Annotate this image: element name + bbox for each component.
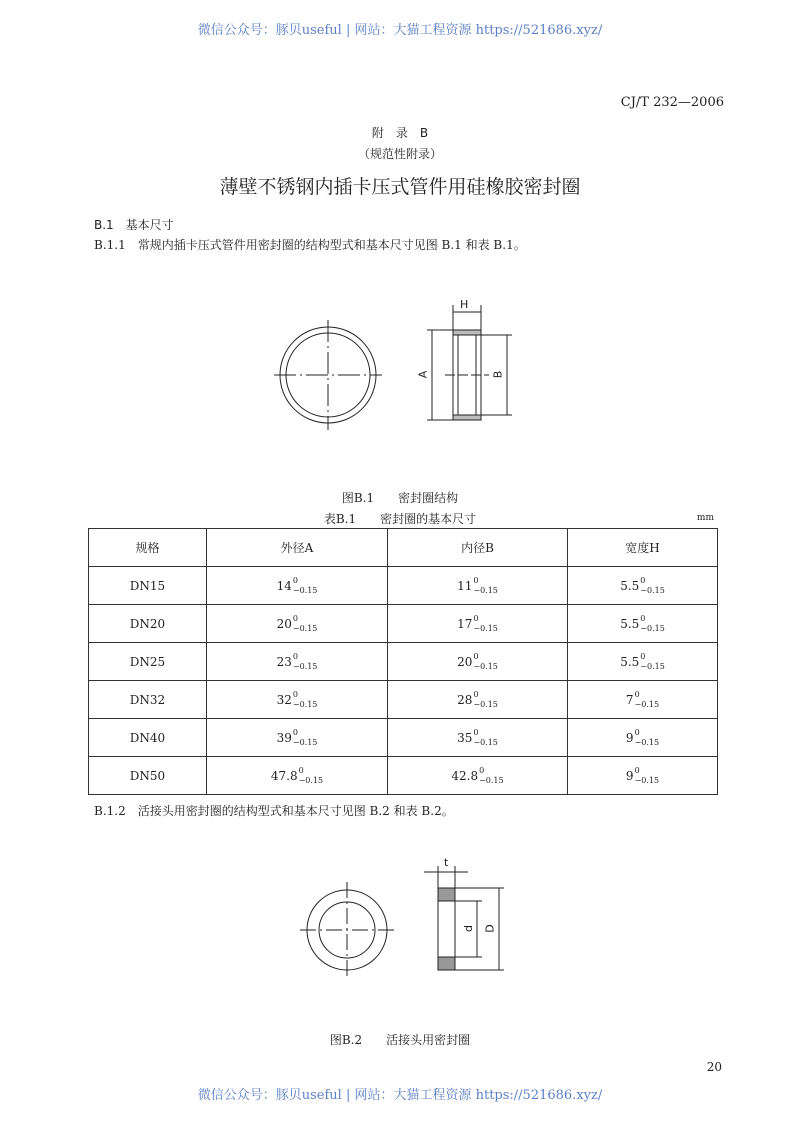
dim-cell-h bbox=[568, 681, 718, 719]
nominal-value: 7 bbox=[625, 692, 634, 707]
upper-tolerance: 0 bbox=[634, 727, 640, 737]
lower-tolerance: −0.15 bbox=[473, 585, 498, 595]
dim-cell-h bbox=[568, 719, 718, 757]
dim-label-t: t bbox=[444, 856, 449, 869]
lower-tolerance: −0.15 bbox=[634, 737, 660, 747]
table1-caption: 表B.1 密封圈的基本尺寸 bbox=[323, 512, 477, 526]
upper-tolerance: 0 bbox=[634, 689, 640, 699]
nominal-value: 42.8 bbox=[451, 768, 479, 783]
dim-cell-a bbox=[207, 719, 388, 757]
table-header-row bbox=[89, 529, 718, 567]
watermark-top: 微信公众号：豚贝useful | 网站：大猫工程资源 https://521686.xyz/ bbox=[197, 23, 603, 38]
upper-tolerance: 0 bbox=[473, 651, 479, 661]
table-row bbox=[89, 605, 718, 643]
lower-tolerance: −0.15 bbox=[292, 699, 318, 709]
upper-tolerance: 0 bbox=[640, 651, 646, 661]
spec-cell: DN15 bbox=[89, 567, 207, 605]
figure2-caption: 图B.2 活接头用密封圈 bbox=[329, 1033, 471, 1047]
nominal-value: 39 bbox=[276, 730, 292, 745]
upper-tolerance: 0 bbox=[640, 575, 646, 585]
nominal-value: 32 bbox=[276, 692, 292, 707]
lower-tolerance: −0.15 bbox=[292, 661, 318, 671]
dim-cell-b bbox=[388, 757, 568, 795]
figure2-front-view bbox=[300, 882, 394, 978]
figure1-front-view bbox=[274, 320, 382, 430]
table-row bbox=[89, 567, 718, 605]
section-b12: B.1.2 活接头用密封圈的结构型式和基本尺寸见图 B.2 和表 B.2。 bbox=[94, 804, 454, 818]
spec-cell: DN25 bbox=[89, 643, 207, 681]
upper-tolerance: 0 bbox=[473, 689, 479, 699]
table1-unit: mm bbox=[696, 513, 714, 523]
table-row bbox=[89, 681, 718, 719]
header-cell: 外径A bbox=[207, 529, 388, 567]
nominal-value: 5.5 bbox=[620, 616, 640, 631]
lower-tolerance: −0.15 bbox=[640, 623, 665, 633]
spec-cell: DN50 bbox=[89, 757, 207, 795]
dim-cell-h bbox=[568, 605, 718, 643]
lower-tolerance: −0.15 bbox=[634, 775, 660, 785]
nominal-value: 28 bbox=[457, 692, 473, 707]
appendix-heading: 薄壁不锈钢内插卡压式管件用硅橡胶密封圈 bbox=[219, 176, 581, 198]
header-cell: 规格 bbox=[89, 529, 207, 567]
nominal-value: 9 bbox=[625, 768, 634, 783]
nominal-value: 5.5 bbox=[620, 654, 640, 669]
dim-cell-a bbox=[207, 681, 388, 719]
dim-cell-h bbox=[568, 643, 718, 681]
upper-tolerance: 0 bbox=[292, 689, 298, 699]
dim-cell-b bbox=[388, 719, 568, 757]
watermark-bottom: 微信公众号：豚贝useful | 网站：大猫工程资源 https://521686.xyz/ bbox=[197, 1088, 603, 1103]
lower-tolerance: −0.15 bbox=[292, 737, 318, 747]
section-b11: B.1.1 常规内插卡压式管件用密封圈的结构型式和基本尺寸见图 B.1 和表 B.1。 bbox=[94, 238, 526, 252]
lower-tolerance: −0.15 bbox=[473, 737, 498, 747]
upper-tolerance: 0 bbox=[298, 765, 304, 775]
nominal-value: 35 bbox=[457, 730, 473, 745]
header-cell: 内径B bbox=[388, 529, 568, 567]
upper-tolerance: 0 bbox=[292, 575, 298, 585]
appendix-subtitle: （规范性附录） bbox=[357, 147, 442, 161]
dim-cell-h bbox=[568, 567, 718, 605]
standard-code: CJ/T 232—2006 bbox=[620, 95, 724, 110]
nominal-value: 20 bbox=[276, 616, 292, 631]
lower-tolerance: −0.15 bbox=[640, 585, 665, 595]
spec-cell: DN40 bbox=[89, 719, 207, 757]
spec-cell: DN20 bbox=[89, 605, 207, 643]
upper-tolerance: 0 bbox=[292, 613, 298, 623]
header-cell: 宽度H bbox=[568, 529, 718, 567]
page-number: 20 bbox=[706, 1060, 722, 1074]
dim-label-a: A bbox=[416, 370, 430, 379]
figure2-side-view bbox=[424, 866, 504, 970]
spec-cell: DN32 bbox=[89, 681, 207, 719]
nominal-value: 20 bbox=[457, 654, 473, 669]
upper-tolerance: 0 bbox=[292, 651, 298, 661]
section-b1: B.1 基本尺寸 bbox=[94, 218, 174, 232]
lower-tolerance: −0.15 bbox=[292, 585, 318, 595]
nominal-value: 5.5 bbox=[620, 578, 640, 593]
lower-tolerance: −0.15 bbox=[479, 775, 504, 785]
dim-label-D: D bbox=[483, 924, 497, 933]
upper-tolerance: 0 bbox=[473, 575, 479, 585]
table-row bbox=[89, 643, 718, 681]
lower-tolerance: −0.15 bbox=[634, 699, 660, 709]
lower-tolerance: −0.15 bbox=[292, 623, 318, 633]
figure1-side-view bbox=[427, 305, 512, 420]
lower-tolerance: −0.15 bbox=[473, 699, 498, 709]
dim-cell-a bbox=[207, 567, 388, 605]
upper-tolerance: 0 bbox=[640, 613, 646, 623]
appendix-title: 附 录 B bbox=[371, 126, 429, 140]
dim-cell-b bbox=[388, 643, 568, 681]
nominal-value: 9 bbox=[625, 730, 634, 745]
dim-cell-a bbox=[207, 757, 388, 795]
table-row bbox=[89, 719, 718, 757]
dim-cell-a bbox=[207, 605, 388, 643]
dim-cell-b bbox=[388, 605, 568, 643]
lower-tolerance: −0.15 bbox=[473, 623, 498, 633]
nominal-value: 11 bbox=[457, 578, 473, 593]
dim-cell-h bbox=[568, 757, 718, 795]
upper-tolerance: 0 bbox=[473, 727, 479, 737]
upper-tolerance: 0 bbox=[479, 765, 485, 775]
lower-tolerance: −0.15 bbox=[640, 661, 665, 671]
dim-cell-b bbox=[388, 567, 568, 605]
upper-tolerance: 0 bbox=[634, 765, 640, 775]
dim-label-d: d bbox=[461, 925, 475, 932]
figure1-caption: 图B.1 密封圈结构 bbox=[341, 491, 459, 505]
nominal-value: 14 bbox=[276, 578, 292, 593]
table-row bbox=[89, 757, 718, 795]
table1 bbox=[88, 528, 718, 795]
dim-cell-b bbox=[388, 681, 568, 719]
dim-label-b: B bbox=[491, 370, 505, 379]
nominal-value: 17 bbox=[457, 616, 473, 631]
lower-tolerance: −0.15 bbox=[298, 775, 324, 785]
upper-tolerance: 0 bbox=[473, 613, 479, 623]
lower-tolerance: −0.15 bbox=[473, 661, 498, 671]
nominal-value: 47.8 bbox=[270, 768, 298, 783]
dim-cell-a bbox=[207, 643, 388, 681]
dim-label-h: H bbox=[460, 298, 469, 311]
nominal-value: 23 bbox=[276, 654, 292, 669]
upper-tolerance: 0 bbox=[292, 727, 298, 737]
